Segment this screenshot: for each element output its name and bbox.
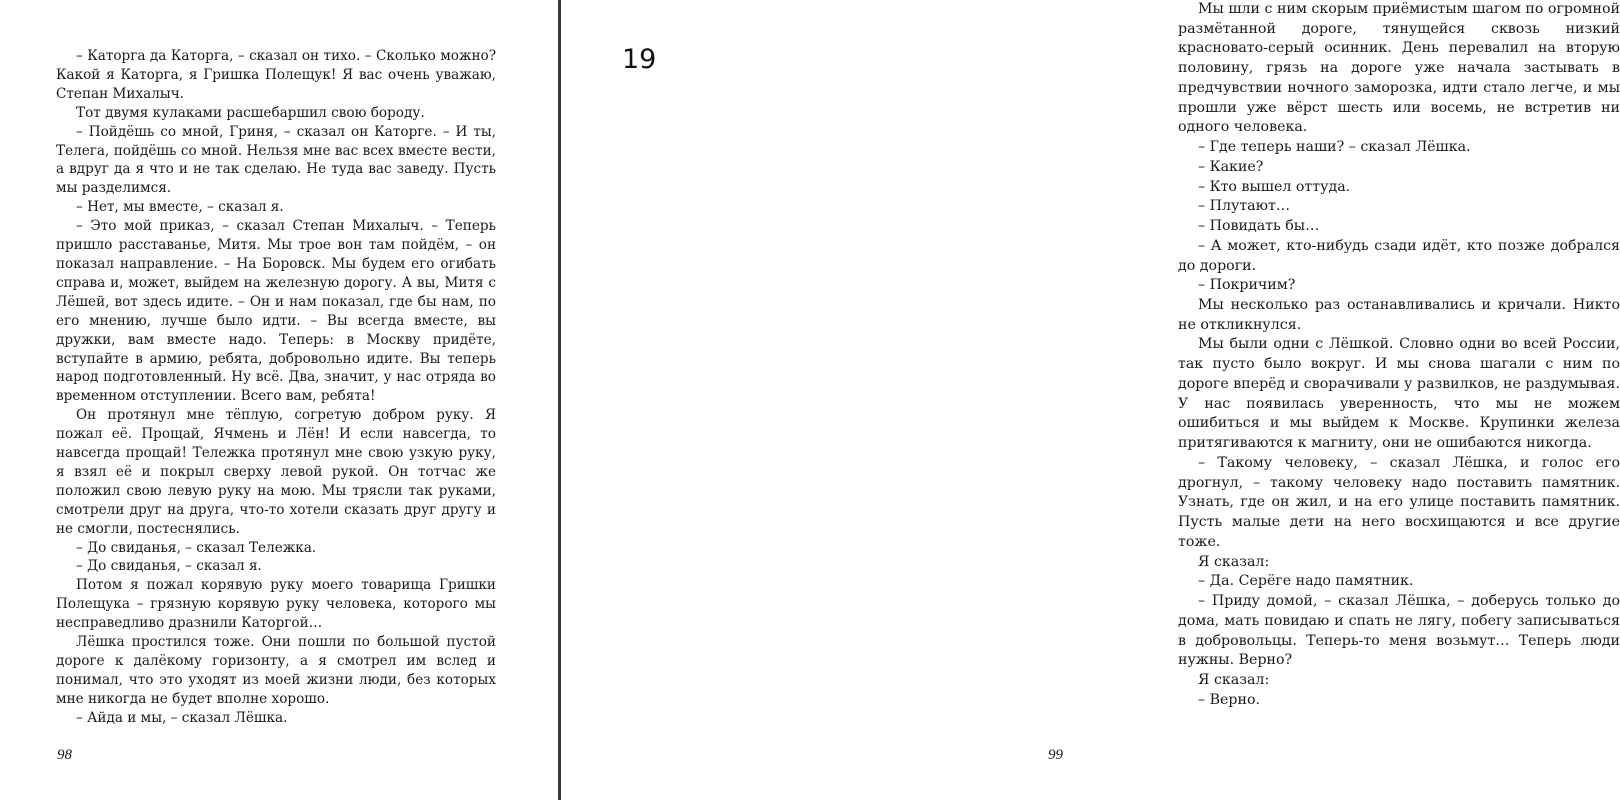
paragraph: Мы несколько раз останавливались и кричали. Никто не откликнулся. xyxy=(1178,297,1620,333)
page-number-right: 99 xyxy=(1048,747,1063,763)
paragraph: – Верно. xyxy=(1198,691,1261,708)
paragraph: Потом я пожал корявую руку моего товарища Гришки Полещука – грязную корявую руку человека, которого мы несправедливо дразнили Каторгой… xyxy=(56,577,496,632)
paragraph: Тот двумя кулаками расшебаршил свою бороду. xyxy=(76,104,425,121)
paragraph: – До свиданья, – сказал я. xyxy=(76,558,262,575)
paragraph: – Нет, мы вместе, – сказал я. xyxy=(76,199,284,216)
paragraph: – Приду домой, – сказал Лёшка, – доберусь только до дома, мать повидаю и спать не лягу, побегу записываться в добровольцы. Теперь-то меня возьмут… Теперь люди нужны. Верно? xyxy=(1178,593,1620,669)
paragraph: – А может, кто-нибудь сзади идёт, кто позже добрался до дороги. xyxy=(1178,237,1620,274)
paragraph: Он протянул мне тёплую, согретую добром руку. Я пожал её. Прощай, Ячмень и Лён! И если навсегда, то навсегда прощай! Тележка протянул мне свою узкую руку, я взял её и покрыл сверху левой рукой. Он тотчас же положил свою левую руку на мою. Мы трясли так руками, смотрели друг на друга, что-то хотели сказать друг другу и не смогли, постеснялись. xyxy=(56,407,496,537)
paragraph: – Пойдёшь со мной, Гриня, – сказал он Каторге. – И ты, Телега, пойдёшь со мной. Нельзя мне вас всех вместе вести, а вдруг да я что и не так сделаю. Не туда вас заведу. Пусть мы разделимся. xyxy=(56,123,496,197)
paragraph: – Кто вышел оттуда. xyxy=(1198,178,1351,195)
paragraph: – Где теперь наши? – сказал Лёшка. xyxy=(1198,139,1471,156)
paragraph: Мы шли с ним скорым приёмистым шагом по огромной размётанной дороге, тянущейся сквозь низкий красновато-серый осинник. День перевалил на вторую половину, грязь на дороге уже начала застывать в предчувствии ночного заморозка, идти стало легче, и мы прошли уже вёрст шесть или восемь, не встретив ни одного человека. xyxy=(1178,1,1620,136)
paragraph: – Да. Серёге надо памятник. xyxy=(1198,573,1414,590)
right-page xyxy=(561,0,1620,800)
paragraph: – Плутают… xyxy=(1198,198,1291,215)
paragraph: – Повидать бы… xyxy=(1198,218,1320,235)
paragraph: Я сказал: xyxy=(1198,671,1270,688)
paragraph: – Такому человеку, – сказал Лёшка, и голос его дрогнул, – такому человеку надо поставить памятник. Узнать, где он жил, и на его улице поставить памятник. Пусть малые дети на него восхищаются и все другие тоже. xyxy=(1178,454,1620,550)
paragraph: Мы были одни с Лёшкой. Словно одни во всей России, так пусто было вокруг. И мы снова шагали с ним по дороге вперёд и сворачивали у развилков, не раздумывая. У нас появилась уверенность, что мы не можем ошибиться и мы выйдем к Москве. Крупинки железа притягиваются к магниту, они не ошибаются никогда. xyxy=(1178,336,1620,452)
paragraph: – Какие? xyxy=(1198,158,1264,175)
paragraph: – Айда и мы, – сказал Лёшка. xyxy=(76,709,288,726)
paragraph: – Каторга да Каторга, – сказал он тихо. – Сколько можно? Какой я Каторга, я Гришка Полещук! Я вас очень уважаю, Степан Михалыч. xyxy=(56,48,496,102)
left-page xyxy=(0,0,558,800)
paragraph: Я сказал: xyxy=(1198,553,1270,570)
right-page-text xyxy=(1178,0,1620,710)
left-page-text xyxy=(56,47,496,728)
paragraph: – Покричим? xyxy=(1198,277,1296,294)
paragraph: – До свиданья, – сказал Тележка. xyxy=(76,539,317,556)
paragraph: – Это мой приказ, – сказал Степан Михалыч. – Теперь пришло расставанье, Митя. Мы трое вон там пойдём, – он показал направление. – На Боровск. Мы будем его огибать справа и, может, выйдем на железную дорогу. А вы, Митя с Лёшей, вот здесь идите. – Он и нам показал, где бы нам, по его мнению, лучше было идти. – Вы всегда вместе, вы дружки, вам вместе надо. Теперь: в Москву придёте, вступайте в армию, ребята, добровольно идите. Вы теперь народ подготовленный. Ну всё. Два, значит, у нас отряда во временном отступлении. Всего вам, ребята! xyxy=(56,218,496,405)
paragraph: Лёшка простился тоже. Они пошли по большой пустой дороге к далёкому горизонту, а я смотрел им вслед и понимал, что это уходят из моей жизни люди, без которых мне никогда не будет вполне хорошо. xyxy=(56,634,496,707)
page-number-left: 98 xyxy=(57,747,72,763)
chapter-number: 19 xyxy=(622,44,657,75)
